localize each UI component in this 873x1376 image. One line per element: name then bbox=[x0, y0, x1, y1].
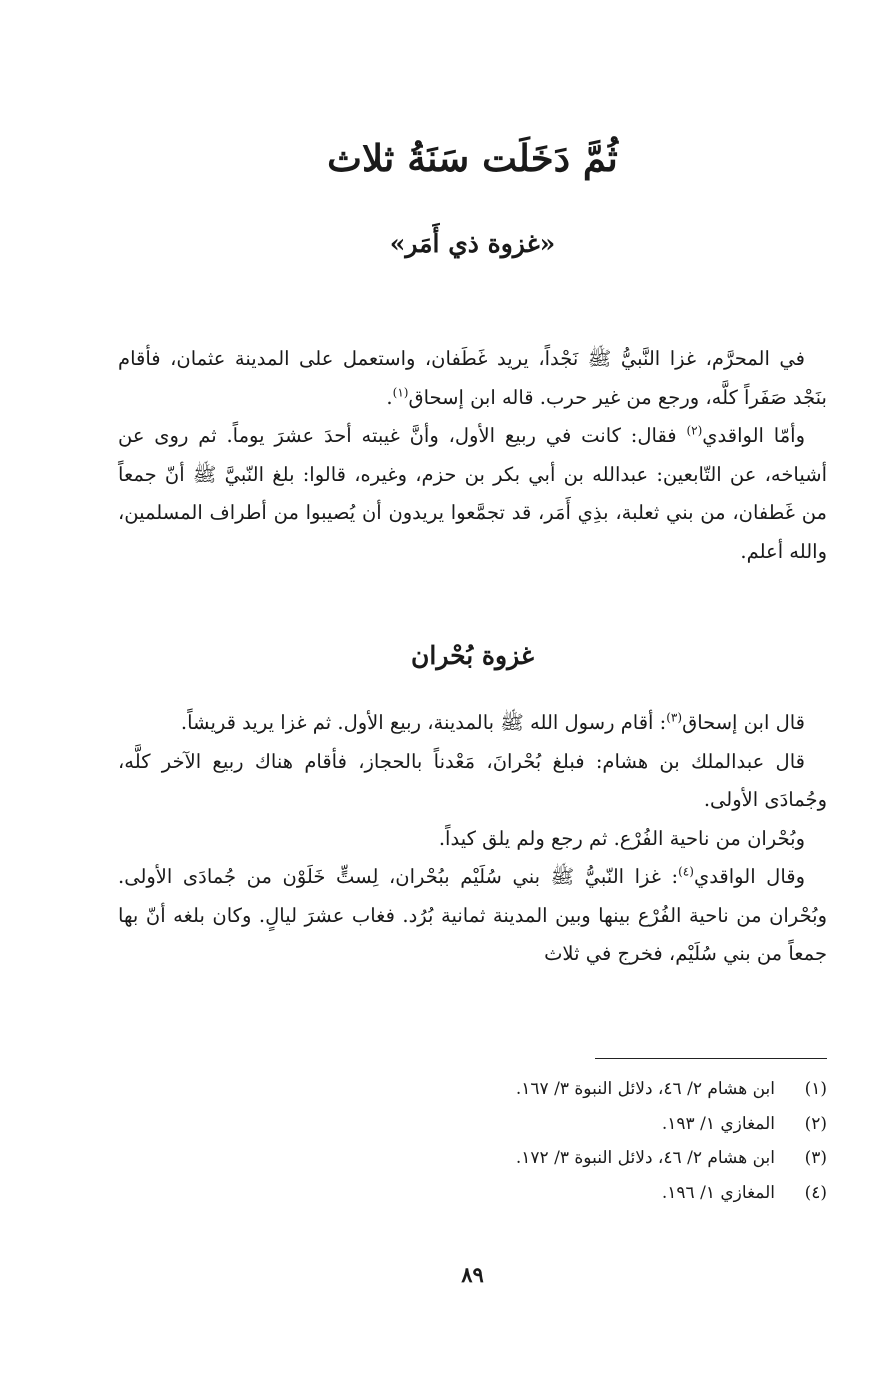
paragraph bbox=[118, 340, 827, 417]
paragraph bbox=[118, 820, 827, 859]
footnote-ref: (٢) bbox=[686, 423, 703, 438]
paragraph-text: وبُحْران من ناحية الفُرْع. ثم رجع ولم يلق كيداً. bbox=[438, 826, 805, 850]
paragraph-text: وأمّا الواقدي bbox=[702, 424, 805, 447]
paragraph-text: : غزا النّبيُّ ﷺ بني سُلَيْم ببُحْران، لِستٍّ خَلَوْن من جُمادَى الأولى. وبُحْران من ناحية الفُرْع بينها وبين المدينة ثمانية بُرُد. فغاب عشرَ ليالٍ. وكان بلغه أنّ بها جمعاً من بني سُلَيْم، فخرج في ثلاث bbox=[118, 865, 827, 965]
paragraph bbox=[118, 858, 827, 974]
footnote-text: ابن هشام ٢/ ٤٦، دلائل النبوة ٣/ ١٧٢. bbox=[515, 1148, 775, 1168]
footnote-number: (١) bbox=[804, 1079, 827, 1099]
section-body-buhran bbox=[118, 704, 827, 974]
footnotes bbox=[118, 1072, 827, 1210]
paragraph-text: . bbox=[386, 385, 393, 409]
footnote-ref: (٤) bbox=[678, 864, 694, 879]
footnote bbox=[118, 1176, 827, 1211]
paragraph bbox=[118, 704, 827, 743]
section-body-dhi-amar bbox=[118, 340, 827, 571]
footnote-number: (٢) bbox=[804, 1113, 827, 1134]
footnote-text: المغازي ١/ ١٩٣. bbox=[661, 1113, 775, 1134]
paragraph-text: وقال الواقدي bbox=[693, 865, 806, 888]
footnote-number: (٤) bbox=[804, 1182, 827, 1203]
footnote-ref: (١) bbox=[392, 385, 409, 399]
footnote-number: (٣) bbox=[804, 1148, 827, 1168]
footnote bbox=[118, 1072, 827, 1107]
footnote bbox=[118, 1141, 827, 1176]
paragraph-text: : أقام رسول الله ﷺ بالمدينة، ربيع الأول. ثم غزا يريد قريشاً. bbox=[180, 711, 667, 734]
footnote-ref: (٣) bbox=[666, 710, 683, 725]
footnote-separator bbox=[595, 1058, 827, 1059]
footnote-text: ابن هشام ٢/ ٤٦، دلائل النبوة ٣/ ١٦٧. bbox=[515, 1079, 775, 1099]
section-title-dhi-amar: «غزوة ذي أَمَر» bbox=[389, 229, 556, 258]
paragraph bbox=[118, 743, 827, 820]
section-title-buhran: غزوة بُحْران bbox=[411, 641, 534, 670]
paragraph-text: قال عبدالملك بن هشام: فبلغ بُحْرانَ، مَعْدناً بالحجاز، فأقام هناك ربيع الآخر كلَّه، وجُمادَى الأولى. bbox=[118, 749, 827, 811]
paragraph-text: في المحرَّم، غزا النَّبيُّ ﷺ نَجْداً، يريد غَطَفان، واستعمل على المدينة عثمان، فأقام بنَجْد صَفَراً كلَّه، ورجع من غير حرب. قاله ابن إسحاق bbox=[118, 347, 827, 409]
paragraph-text: فقال: كانت في ربيع الأول، وأنَّ غيبته أحدَ عشرَ يوماً. ثم روى عن أشياخه، عن التّابعين: عبدالله بن أبي بكر بن حزم، وغيره، قالوا: بلغ النّبيَّ ﷺ أنّ جمعاً من غَطفان، من بني ثعلبة، بذِي أَمَر، قد تجمَّعوا يريدون أن يُصيبوا من أطراف المسلمين، والله أعلم. bbox=[118, 424, 827, 563]
chapter-title: ثُمَّ دَخَلَت سَنَةُ ثلاث bbox=[327, 136, 618, 180]
page-number: ٨٩ bbox=[461, 1262, 484, 1287]
paragraph bbox=[118, 417, 827, 571]
book-page bbox=[118, 0, 827, 1376]
footnote-text: المغازي ١/ ١٩٦. bbox=[661, 1182, 775, 1203]
footnote bbox=[118, 1107, 827, 1142]
paragraph-text: قال ابن إسحاق bbox=[682, 711, 805, 734]
